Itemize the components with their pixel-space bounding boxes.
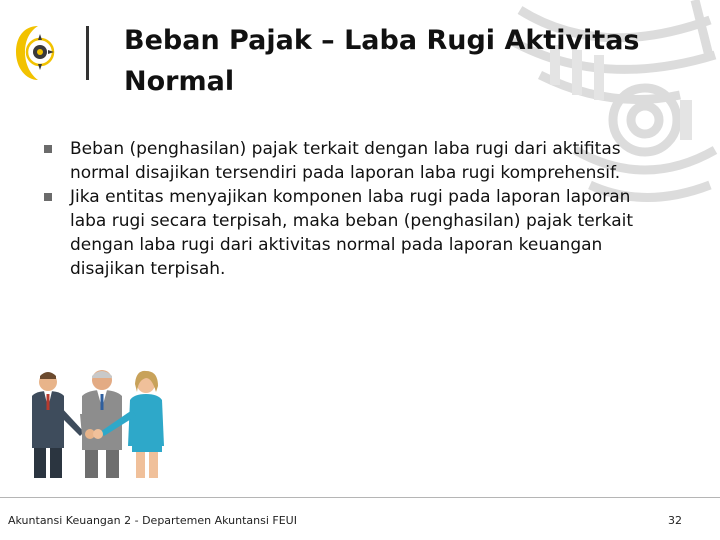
bullet-item bbox=[44, 137, 664, 185]
bullet-text: Jika entitas menyajikan komponen laba rugi pada laporan laporan laba rugi secara terpisah, maka beban (penghasilan) pajak terkait dengan laba rugi dari aktivitas normal pada laporan keuangan disajikan terpisah. bbox=[70, 187, 634, 279]
page-number: 32 bbox=[668, 514, 682, 527]
slide-title: Beban Pajak – Laba Rugi Aktivitas Normal bbox=[124, 25, 640, 97]
business-handshake-clipart-icon bbox=[22, 366, 174, 482]
bullet-text: Beban (penghasilan) pajak terkait dengan laba rugi dari aktifitas normal disajikan tersendiri pada laporan laba rugi komprehensif. bbox=[70, 139, 621, 183]
bullet-item bbox=[44, 185, 664, 281]
university-logo-icon bbox=[14, 24, 62, 82]
square-bullet-icon bbox=[44, 145, 52, 153]
footer-text: Akuntansi Keuangan 2 - Departemen Akuntansi FEUI bbox=[8, 514, 297, 527]
square-bullet-icon bbox=[44, 193, 52, 201]
bullet-list bbox=[44, 137, 664, 281]
title-divider bbox=[86, 26, 89, 80]
footer-divider bbox=[0, 497, 720, 498]
